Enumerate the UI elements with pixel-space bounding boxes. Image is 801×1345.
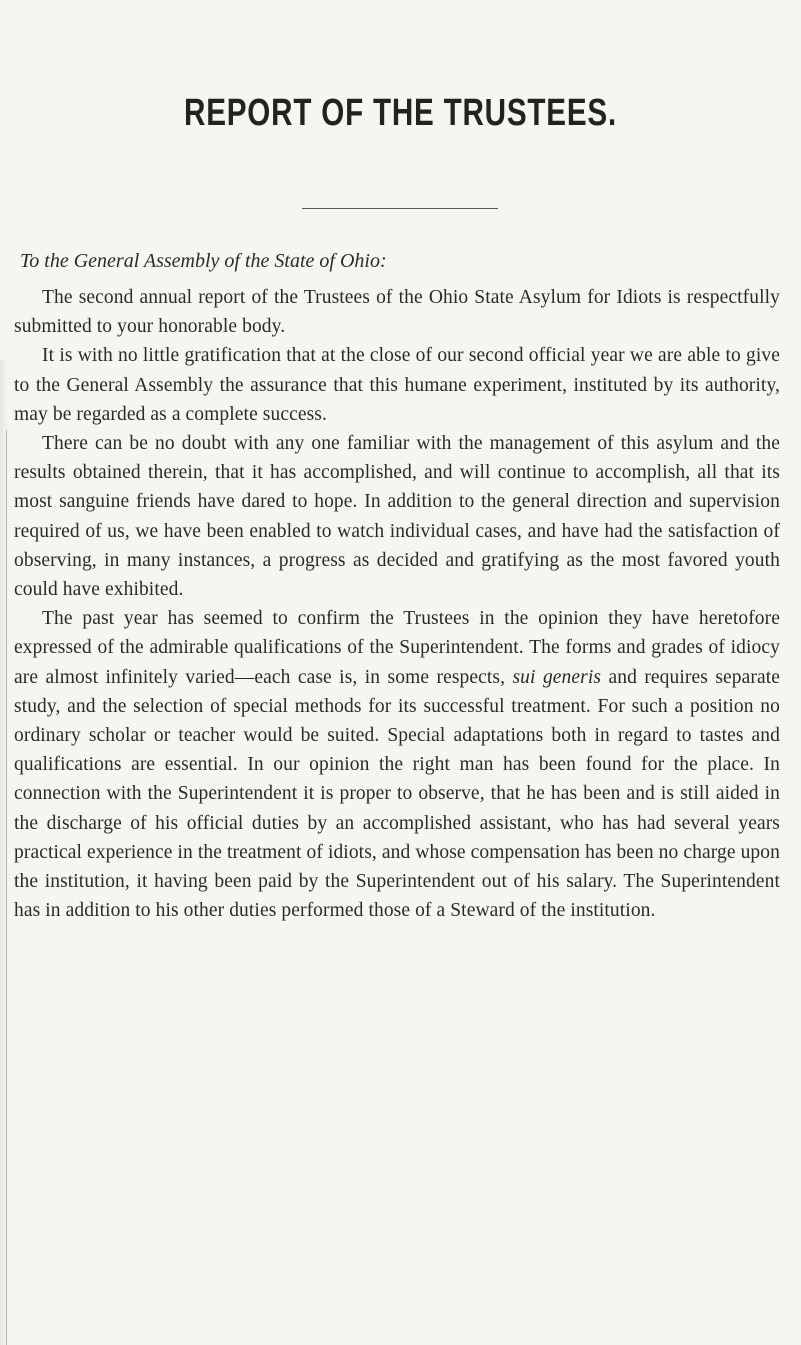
paragraph-4-italic-phrase: sui generis <box>512 666 602 688</box>
report-body <box>14 250 780 925</box>
salutation: To the General Assembly of the State of Ohio: <box>20 250 387 272</box>
paragraph-4-part-2: and requires separate study, and the selection of special methods for its successful treatment. For such a position no ordinary scholar or teacher would be suited. Special adaptations both in regard to tastes and qualifications are essential. In our opinion the right man has been found for the place. In connection with the Superintendent it is proper to observe, that he has been and is still aided in the discharge of his official duties by an accomplished assistant, who has had several years practical experience in the treatment of idiots, and whose compensation has been no charge upon the institution, it having been paid by the Superintendent out of his salary. The Superintendent has in addition to his other duties performed those of a Steward of the institution. <box>14 666 780 922</box>
page-edge-line <box>6 430 7 1345</box>
title-divider <box>302 208 498 209</box>
paragraph-4 <box>14 604 780 925</box>
paragraph-1: The second annual report of the Trustees of the Ohio State Asylum for Idiots is respectfully submitted to your honorable body. <box>14 287 780 338</box>
report-title: REPORT OF THE TRUSTEES. <box>184 92 617 134</box>
paragraph-2: It is with no little gratification that at the close of our second official year we are able to give to the General Assembly the assurance that this humane experiment, instituted by its authority, may be regarded as a complete success. <box>14 345 780 425</box>
paragraph-4-part-1: The past year has seemed to confirm the Trustees in the opinion they have heretofore expressed of the admirable qualifications of the Superintendent. The forms and grades of idiocy are almost infinitely varied—each case is, in some respects, <box>14 608 780 688</box>
paragraph-3: There can be no doubt with any one familiar with the management of this asylum and the results obtained therein, that it has accomplished, and will continue to accomplish, all that its most sanguine friends have dared to hope. In addition to the general direction and supervision required of us, we have been enabled to watch individual cases, and have had the satisfaction of observing, in many instances, a progress as decided and gratifying as the most favored youth could have exhibited. <box>14 433 780 601</box>
